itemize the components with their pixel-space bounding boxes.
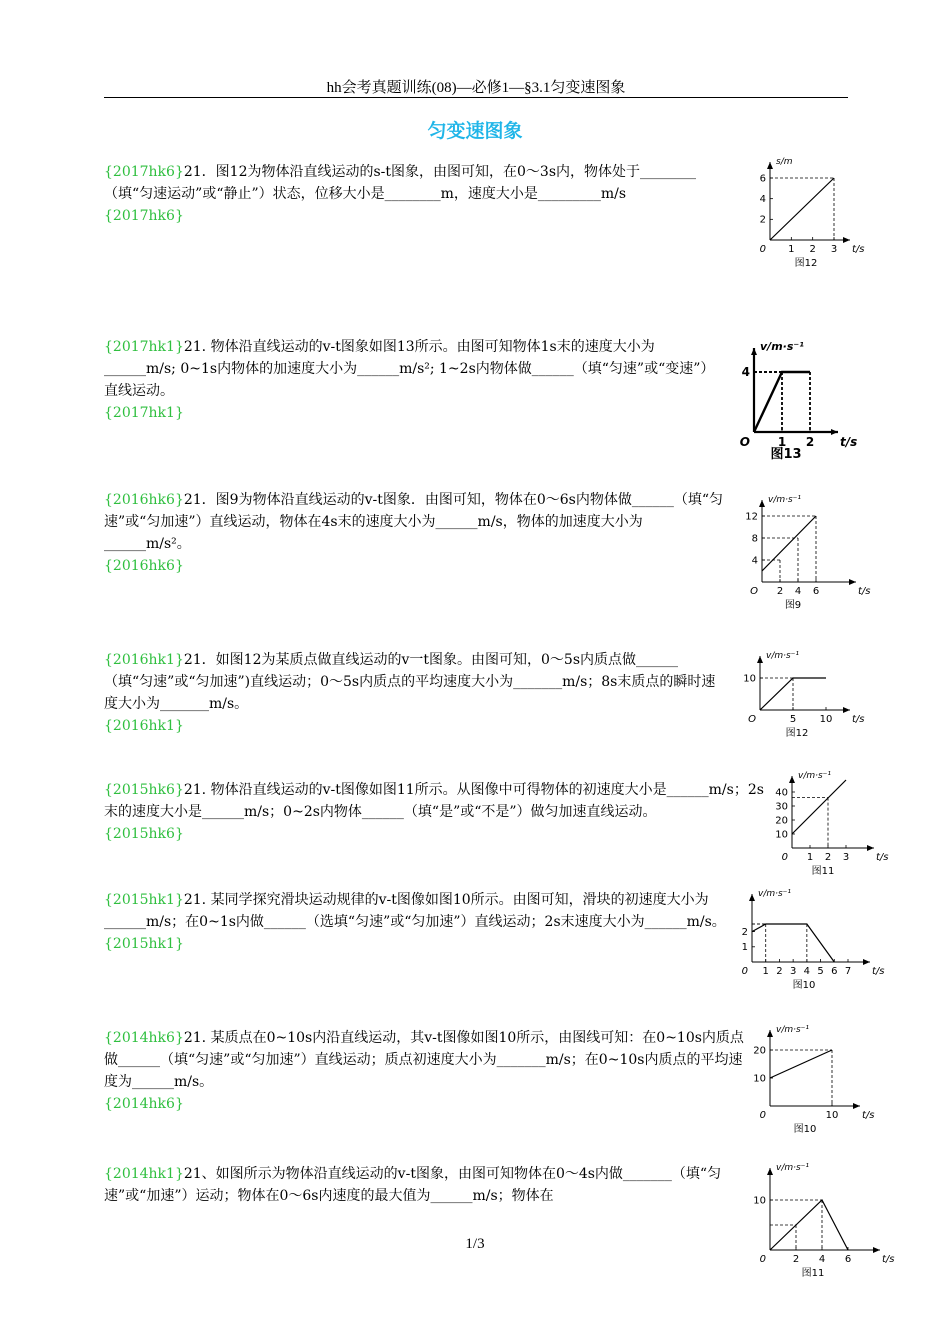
figure-caption: 图13 — [770, 447, 802, 462]
question-end-tag: {2016hk6} — [104, 558, 184, 574]
page-header: hh会考真题训练(08)—必修1—§3.1匀变速图象 — [326, 80, 626, 96]
origin-label: 0 — [759, 244, 766, 255]
figure-caption: 图12 — [785, 728, 809, 739]
figure-graph — [752, 1160, 900, 1278]
x-tick-label: 3 — [830, 244, 838, 255]
x-tick-label: 1 — [762, 966, 769, 977]
figure-graph — [774, 771, 894, 877]
figure-caption: 图11 — [801, 1268, 825, 1279]
y-arrow — [767, 1030, 773, 1037]
x-tick-label: 2 — [776, 966, 783, 977]
data-line — [770, 178, 834, 240]
x-tick-label: 4 — [794, 586, 802, 597]
x-axis-label: t/s — [876, 852, 889, 863]
page-number: 1/3 — [465, 1236, 485, 1252]
x-axis-label: t/s — [882, 1254, 895, 1265]
figure-graph — [756, 156, 870, 268]
question-end-tag: {2016hk1} — [104, 718, 184, 734]
figure-graph — [740, 652, 870, 738]
y-arrow — [757, 656, 763, 663]
origin-label: O — [750, 586, 758, 597]
y-axis-label: v/m·s⁻¹ — [776, 1025, 810, 1035]
y-axis-label: v/m·s⁻¹ — [798, 771, 832, 781]
data-line — [792, 780, 846, 834]
origin-label: 0 — [781, 852, 788, 863]
y-tick-label: 2 — [759, 214, 766, 226]
question-text: 21. 物体沿直线运动的v-t图像如图11所示。从图像中可得物体的初速度大小是______m/s；2s末的速度大小是______m/s；0~2s内物体______（填“是”或“不是”）做匀加速直线运动。 — [104, 782, 764, 820]
x-arrow — [843, 237, 850, 243]
y-axis-label: v/m·s⁻¹ — [760, 340, 804, 353]
y-arrow — [749, 894, 755, 901]
data-line — [762, 516, 816, 571]
y-tick-label: 20 — [753, 1045, 766, 1057]
page-title: 匀变速图象 — [427, 120, 523, 142]
x-axis-label: t/s — [858, 586, 871, 597]
y-axis-label: s/m — [776, 157, 793, 167]
x-arrow — [863, 959, 870, 965]
x-tick-label: 2 — [792, 1254, 800, 1265]
x-tick-label: 2 — [809, 244, 816, 255]
x-axis-label: t/s — [862, 1110, 875, 1121]
y-axis-label: v/m·s⁻¹ — [776, 1163, 810, 1173]
y-tick-label: 10 — [753, 1195, 766, 1207]
question-2 — [104, 336, 726, 424]
x-tick-label: 5 — [789, 714, 797, 725]
x-tick-label: 10 — [819, 714, 833, 725]
y-tick-label: 6 — [759, 173, 766, 185]
x-tick-label: 3 — [789, 966, 797, 977]
figure-3 — [740, 494, 876, 610]
figure-graph — [740, 494, 876, 610]
question-end-tag: {2014hk6} — [104, 1096, 184, 1112]
x-tick-label: 2 — [824, 852, 832, 863]
y-tick-label: 40 — [775, 787, 788, 799]
x-tick-label: 10 — [825, 1110, 839, 1121]
y-axis-label: v/m·s⁻¹ — [758, 889, 792, 899]
y-arrow — [751, 348, 757, 355]
y-tick-label: 8 — [751, 533, 758, 545]
data-line — [752, 924, 834, 962]
question-text: 21. 物体沿直线运动的v-t图象如图13所示。由图可知物体1s末的速度大小为______m/s; 0~1s内物体的加速度大小为______m/s²; 1~2s内物体做______（填“匀速”或“变速”）直线运动。 — [104, 339, 715, 399]
x-axis-label: t/s — [852, 244, 865, 255]
figure-5 — [774, 771, 894, 877]
question-text: 21．如图12为某质点做直线运动的v一t图象。由图可知，0～5s内质点做______（填“匀速”或“匀加速”)直线运动；0～5s内质点的平均速度大小为_______m/s；8s末质点的瞬时速度大小为_______m/s。 — [104, 652, 716, 712]
question-1 — [104, 161, 744, 227]
figure-caption: 图9 — [784, 600, 802, 611]
question-4 — [104, 649, 726, 737]
x-tick-label: 5 — [817, 966, 824, 977]
figure-2 — [740, 340, 858, 460]
figure-7 — [750, 1026, 880, 1134]
header-rule — [104, 97, 848, 98]
y-tick-label: 20 — [775, 815, 788, 827]
question-text: 21．图12为物体沿直线运动的s-t图象，由图可知，在0～3s内，物体处于________（填“匀速运动”或“静止”）状态，位移大小是________m，速度大小是_________m/s — [104, 164, 697, 202]
x-tick-label: 7 — [844, 966, 852, 977]
question-8 — [104, 1163, 744, 1207]
question-tag: {2014hk1} — [104, 1166, 184, 1182]
x-tick-label: 1 — [806, 852, 814, 863]
x-tick-label: 2 — [776, 586, 784, 597]
x-tick-label: 3 — [842, 852, 850, 863]
y-arrow — [759, 500, 765, 507]
x-tick-label: 1 — [788, 244, 795, 255]
question-tag: {2017hk1} — [104, 339, 184, 355]
question-text: 21．图9为物体沿直线运动的v-t图象．由图可知，物体在0～6s内物体做______（填“匀速”或“匀加速”）直线运动，物体在4s末的速度大小为______m/s，物体的加速度大小为______m/s²。 — [104, 492, 724, 552]
x-axis-label: t/s — [872, 966, 885, 977]
figure-6 — [736, 890, 890, 990]
figure-graph — [736, 890, 890, 990]
y-tick-label: 1 — [741, 942, 748, 954]
question-tag: {2014hk6} — [104, 1030, 184, 1046]
question-6 — [104, 889, 726, 955]
x-tick-label: 6 — [831, 966, 838, 977]
question-3 — [104, 489, 726, 577]
y-tick-label: 4 — [759, 194, 766, 205]
x-axis-label: t/s — [840, 435, 858, 449]
x-tick-label: 6 — [844, 1254, 852, 1265]
origin-label: 0 — [759, 1110, 766, 1121]
question-5 — [104, 779, 764, 845]
question-tag: {2015hk6} — [104, 782, 184, 798]
question-end-tag: {2015hk1} — [104, 936, 184, 952]
question-text: 21、如图所示为物体沿直线运动的v-t图象，由图可知物体在0～4s内做_______（填“匀速”或“加速”）运动；物体在0～6s内速度的最大值为______m/s；物体在 — [104, 1166, 722, 1204]
y-tick-label: 2 — [741, 926, 748, 938]
x-tick-label: 1 — [777, 435, 787, 449]
question-tag: {2015hk1} — [104, 892, 184, 908]
figure-graph — [750, 1026, 880, 1134]
question-tag: {2016hk6} — [104, 492, 184, 508]
question-end-tag: {2017hk6} — [104, 208, 184, 224]
y-arrow — [767, 1168, 773, 1175]
figure-caption: 图11 — [811, 866, 835, 877]
y-arrow — [767, 162, 773, 169]
y-arrow — [789, 776, 795, 783]
y-tick-label: 12 — [745, 511, 758, 523]
figure-caption: 图10 — [793, 1124, 817, 1135]
x-tick-label: 4 — [818, 1254, 826, 1265]
y-axis-label: v/m·s⁻¹ — [766, 651, 800, 661]
x-tick-label: 4 — [803, 966, 811, 977]
x-arrow — [867, 845, 874, 851]
y-tick-label: 30 — [775, 801, 788, 813]
question-tag: {2016hk1} — [104, 652, 184, 668]
x-arrow — [843, 707, 850, 713]
question-end-tag: {2015hk6} — [104, 826, 184, 842]
origin-label: O — [748, 714, 756, 725]
y-tick-label: 4 — [751, 555, 758, 567]
x-arrow — [831, 429, 838, 435]
figure-caption: 图12 — [794, 258, 818, 269]
x-axis-label: t/s — [852, 714, 865, 725]
figure-caption: 图10 — [792, 980, 816, 991]
question-tag: {2017hk6} — [104, 164, 184, 180]
origin-label: O — [739, 435, 750, 449]
y-tick-label: 10 — [743, 673, 756, 685]
y-tick-label: 10 — [753, 1073, 766, 1085]
figure-8 — [752, 1160, 900, 1278]
question-text: 21. 某质点在0~10s内沿直线运动，其v-t图像如图10所示，由图线可知：在0~10s内质点做______（填“匀速”或“匀加速”）直线运动；质点初速度大小为_______m/s；在0~10s内质点的平均速度为______m/s。 — [104, 1030, 744, 1090]
figure-graph — [740, 340, 858, 460]
origin-label: 0 — [741, 966, 748, 977]
x-arrow — [849, 579, 856, 585]
figure-1 — [756, 156, 870, 268]
y-tick-label: 10 — [775, 829, 788, 841]
figure-4 — [740, 652, 870, 738]
x-arrow — [853, 1103, 860, 1109]
question-end-tag: {2017hk1} — [104, 405, 184, 421]
question-text: 21. 某同学探究滑块运动规律的v-t图像如图10所示。由图可知，滑块的初速度大小为______m/s；在0~1s内做______（选填“匀速”或“匀加速”）直线运动；2s末速度大小为______m/s。 — [104, 892, 726, 930]
x-tick-label: 2 — [805, 435, 815, 449]
data-line — [770, 1050, 832, 1078]
question-7 — [104, 1027, 744, 1115]
y-axis-label: v/m·s⁻¹ — [768, 495, 802, 505]
x-tick-label: 6 — [812, 586, 820, 597]
origin-label: 0 — [759, 1254, 766, 1265]
y-tick-label: 4 — [741, 365, 750, 379]
